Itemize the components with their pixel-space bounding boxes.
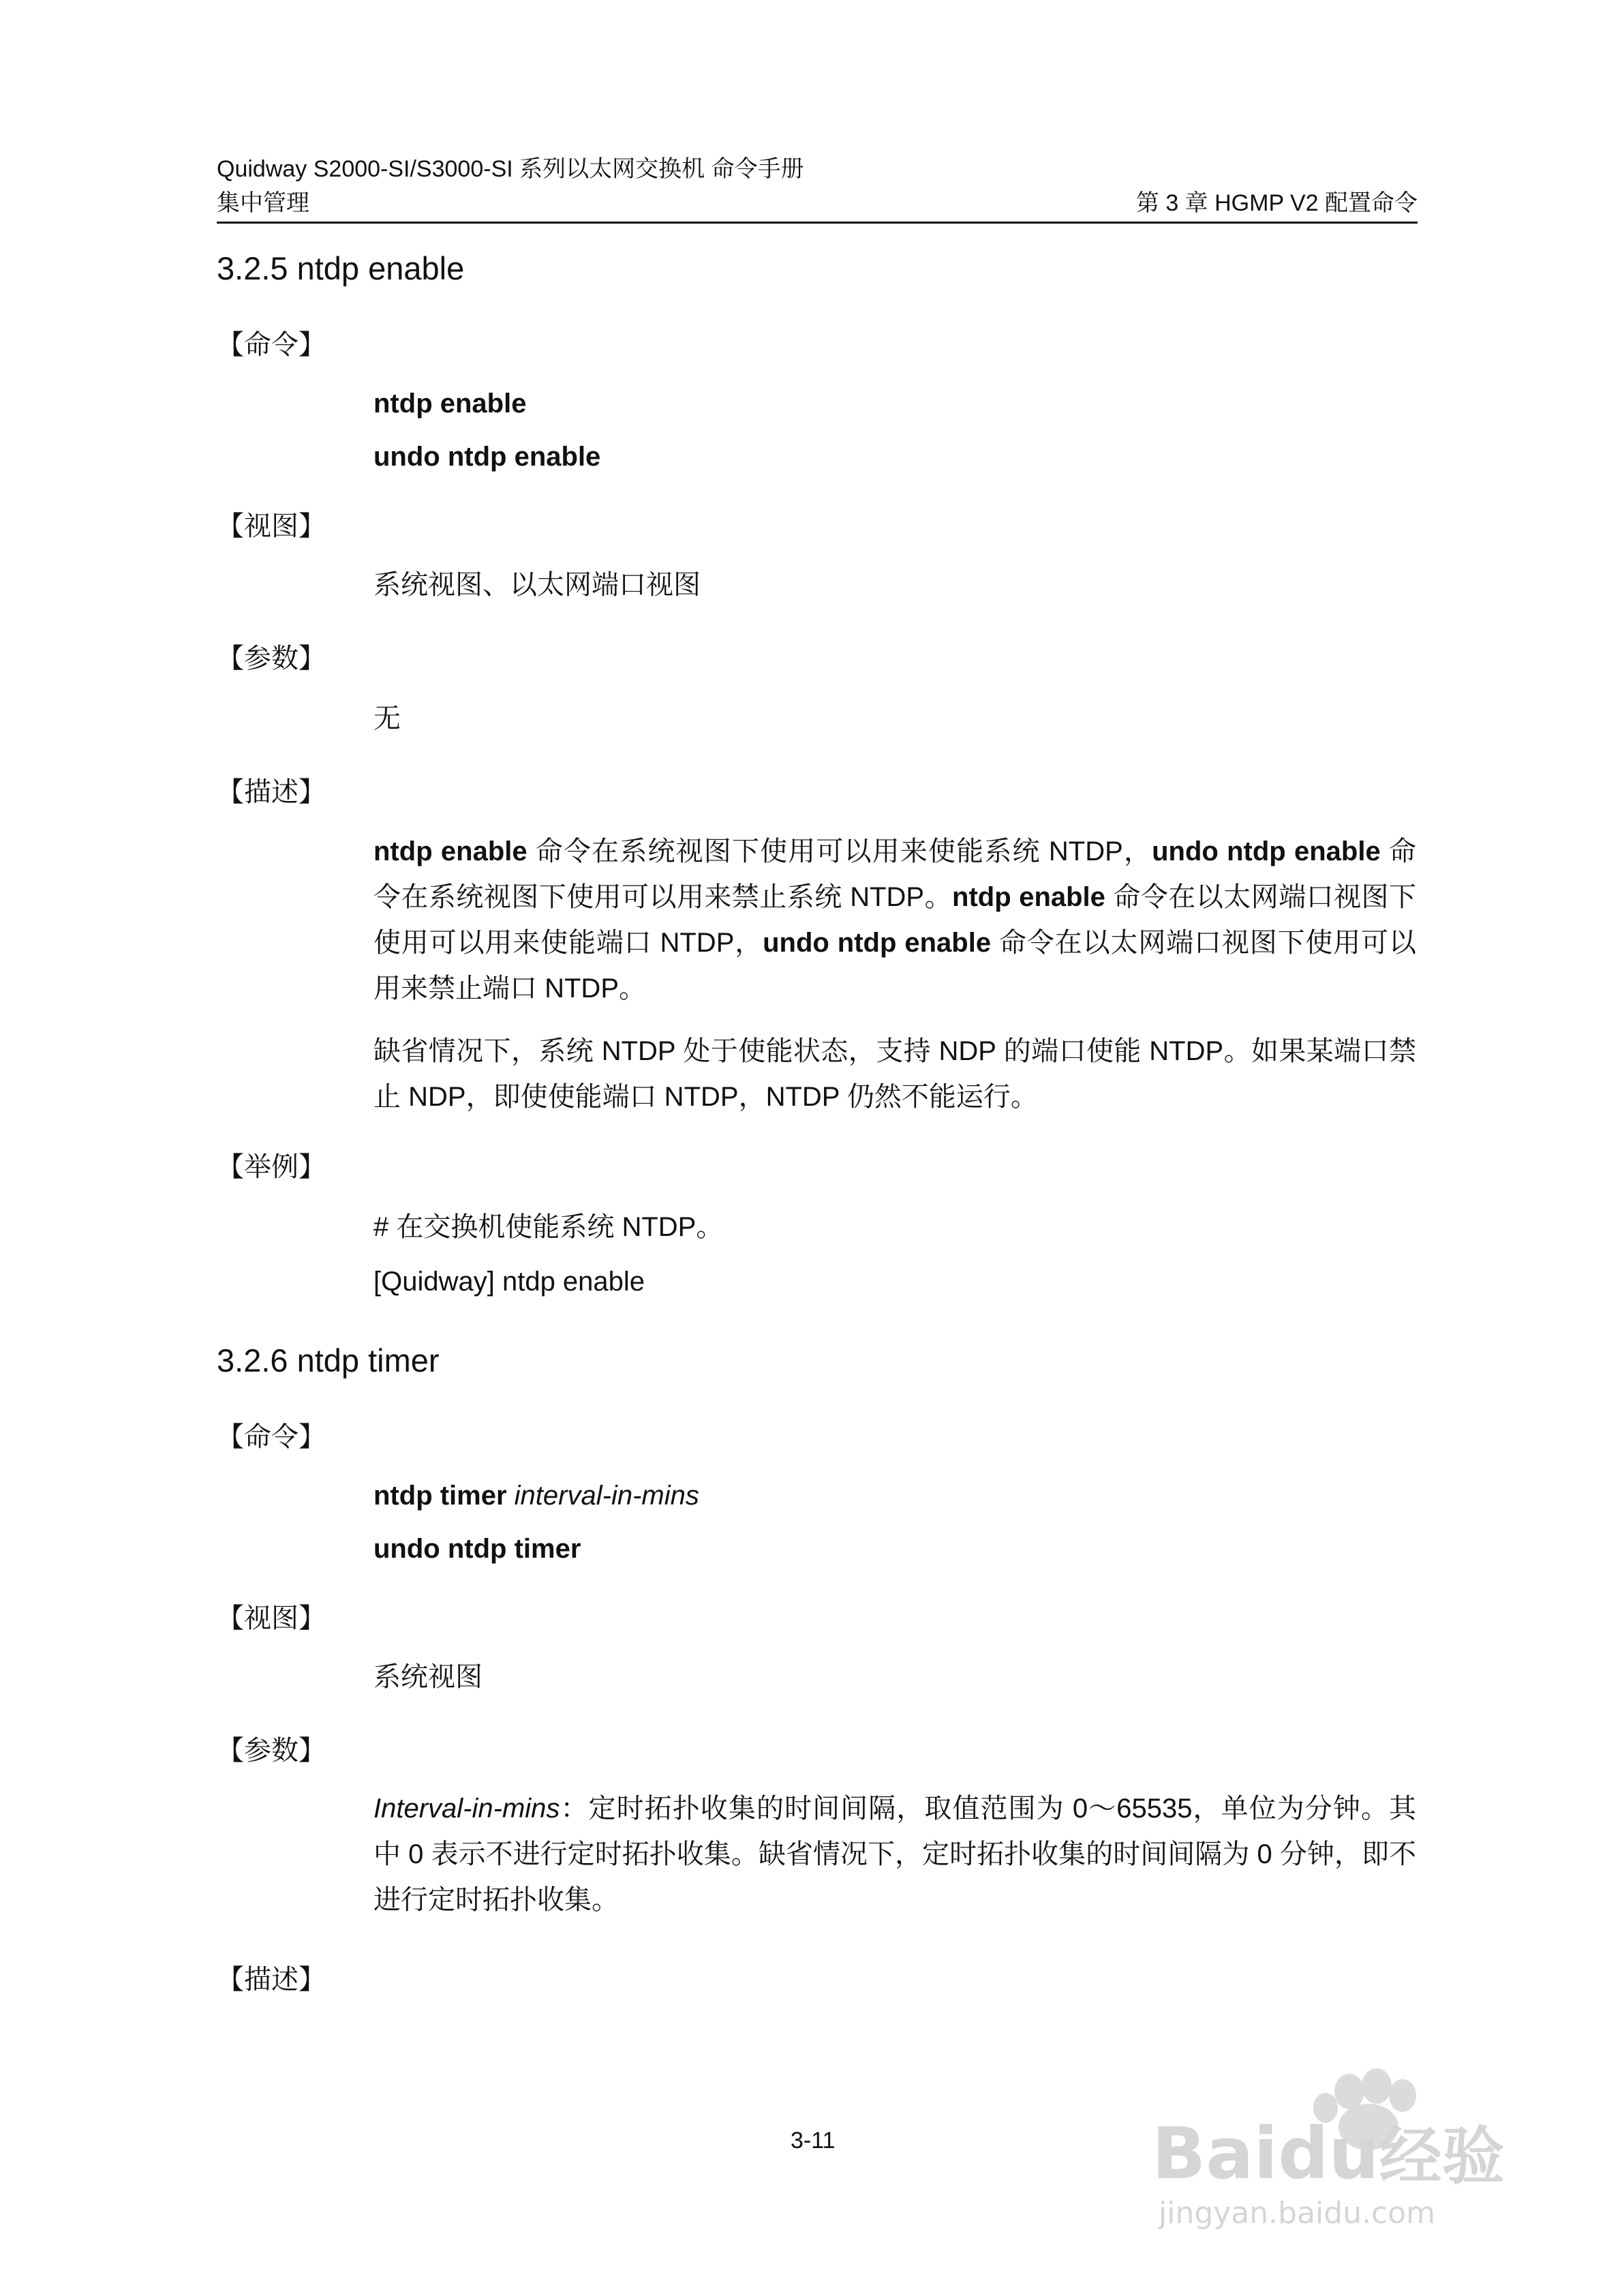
inline-text: 命令在以太网端口视图下使用可以用来禁止端口 NTDP。 (373, 928, 1416, 1003)
view-text: 系统视图、以太网端口视图 (373, 570, 701, 600)
inline-text: 命令在系统视图下使用可以用来禁止系统 NTDP。 (373, 836, 1416, 912)
param-definition: ：定时拓扑收集的时间间隔，取值范围为 0～65535，单位为分钟。其中 0 表示不进行定时拓扑收集。缺省情况下，定时拓扑收集的时间间隔为 0 分钟，即不进行定时拓扑收集。 (373, 1794, 1416, 1915)
example-label: 【举例】 (217, 1152, 326, 1182)
doc-subtitle: 集中管理 (217, 190, 309, 216)
baidu-jingyan-watermark (1152, 2059, 1561, 2263)
example-command: [Quidway] ntdp enable (373, 1267, 645, 1297)
command-label: 【命令】 (217, 330, 326, 360)
watermark-url: jingyan.baidu.com (1159, 2196, 1436, 2231)
header-rule (217, 222, 1418, 224)
inline-command: ntdp enable (373, 836, 527, 866)
watermark-brand-text: Baidu (1152, 2112, 1379, 2195)
param-description (373, 1786, 1416, 1923)
chapter-title: 第 3 章 HGMP V2 配置命令 (1135, 190, 1418, 216)
inline-command: undo ntdp enable (1152, 836, 1381, 866)
view-text: 系统视图 (373, 1662, 483, 1692)
description-paragraph-1 (373, 829, 1416, 1012)
param-term: Interval-in-mins (373, 1794, 560, 1824)
example-comment: # 在交换机使能系统 NTDP。 (373, 1212, 724, 1242)
doc-title: Quidway S2000-SI/S3000-SI 系列以太网交换机 命令手册 (217, 156, 804, 182)
param-label: 【参数】 (217, 1736, 326, 1766)
command-undo-ntdp-timer: undo ntdp timer (373, 1534, 581, 1564)
inline-command: ntdp enable (952, 882, 1105, 912)
view-label: 【视图】 (217, 1603, 326, 1633)
command-ntdp-enable: ntdp enable (373, 389, 527, 419)
command-keyword: ntdp timer (373, 1481, 507, 1511)
inline-text: 命令在以太网端口视图下使用可以用来使能端口 NTDP， (373, 882, 1416, 958)
param-text: 无 (373, 704, 401, 734)
view-label: 【视图】 (217, 511, 326, 541)
command-ntdp-timer (373, 1479, 699, 1512)
watermark-brand (1152, 2112, 1505, 2195)
inline-command: undo ntdp enable (763, 928, 992, 958)
description-label: 【描述】 (217, 1965, 326, 1995)
section-heading-ntdp-timer: 3.2.6 ntdp timer (217, 1342, 440, 1378)
description-paragraph-2: 缺省情况下，系统 NTDP 处于使能状态，支持 NDP 的端口使能 NTDP。如果某端口禁止 NDP，即使使能端口 NTDP，NTDP 仍然不能运行。 (373, 1036, 1416, 1112)
inline-text: 命令在系统视图下使用可以用来使能系统 NTDP， (527, 836, 1152, 866)
command-argument: interval-in-mins (514, 1481, 699, 1511)
description-label: 【描述】 (217, 777, 326, 807)
section-heading-ntdp-enable: 3.2.5 ntdp enable (217, 250, 465, 286)
command-undo-ntdp-enable: undo ntdp enable (373, 442, 601, 472)
page-number: 3-11 (791, 2128, 836, 2154)
watermark-suffix: 经验 (1379, 2120, 1505, 2193)
command-label: 【命令】 (217, 1422, 326, 1452)
param-label: 【参数】 (217, 644, 326, 674)
